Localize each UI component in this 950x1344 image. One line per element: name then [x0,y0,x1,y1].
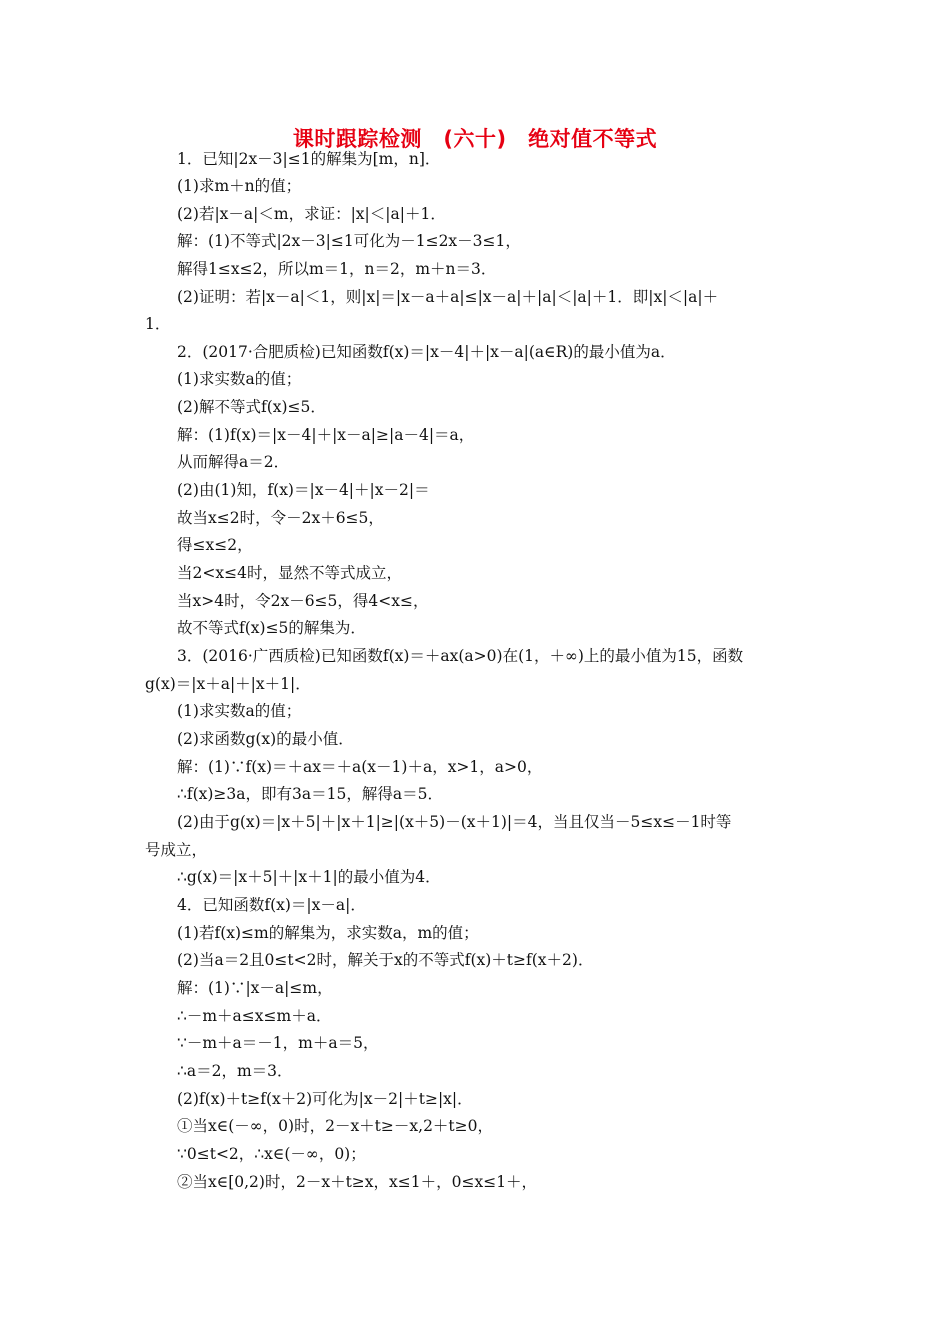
text-line: 当x>4时，令2x－6≤5，得4<x≤， [177,592,429,610]
text-line: ②当x∈[0,2)时，2－x＋t≥x，x≤1＋，0≤x≤1＋， [177,1173,538,1191]
text-line: 4．已知函数f(x)＝|x－a|． [177,896,366,914]
text-line: ∴g(x)＝|x＋5|＋|x＋1|的最小值为4． [177,868,441,886]
text-line: 3．(2016·广西质检)已知函数f(x)＝＋ax(a>0)在(1，＋∞)上的最小值为15，函数 [177,647,744,665]
text-line: (2)解不等式f(x)≤5． [177,398,326,416]
text-line: 故当x≤2时，令－2x＋6≤5， [177,509,384,527]
text-line: 号成立， [145,841,208,859]
text-line: 1． [145,315,171,333]
text-line: (2)若|x－a|＜m，求证：|x|＜|a|＋1． [177,205,446,223]
page-title: 课时跟踪检测 (六十) 绝对值不等式 [292,127,658,151]
text-line: 故不等式f(x)≤5的解集为． [177,619,366,637]
text-line: (1)求m＋n的值； [177,177,302,195]
text-line: 从而解得a＝2． [177,453,290,471]
text-line: 2．(2017·合肥质检)已知函数f(x)＝|x－4|＋|x－a|(a∈R)的最小值为a． [177,343,676,361]
text-line: 解：(1)不等式|2x－3|≤1可化为－1≤2x－3≤1， [177,232,521,250]
text-line: ∵－m＋a＝－1，m＋a＝5， [177,1034,379,1052]
text-line: ∴f(x)≥3a，即有3a＝15，解得a＝5． [177,785,443,803]
text-line: (2)证明：若|x－a|＜1，则|x|＝|x－a＋a|≤|x－a|＋|a|＜|a|＋1．即|x|＜|a|＋ [177,288,719,306]
text-line: (2)由于g(x)＝|x＋5|＋|x＋1|≥|(x＋5)－(x＋1)|＝4，当且仅当－5≤x≤－1时等 [177,813,732,831]
text-line: ∴－m＋a≤x≤m＋a． [177,1007,332,1025]
text-line: 当2<x≤4时，显然不等式成立， [177,564,402,582]
text-line: 得≤x≤2， [177,536,253,554]
text-line: ∴a＝2，m＝3． [177,1062,293,1080]
text-line: (2)当a＝2且0≤t<2时，解关于x的不等式f(x)＋t≥f(x＋2)． [177,951,594,969]
text-line: (1)求实数a的值； [177,702,302,720]
text-line: 1．已知|2x－3|≤1的解集为[m，n]． [177,150,441,168]
text-line: (1)求实数a的值； [177,370,302,388]
text-line: ∵0≤t<2，∴x∈(－∞，0)； [177,1145,366,1163]
text-line: g(x)＝|x＋a|＋|x＋1|． [145,675,311,693]
text-line: 解得1≤x≤2，所以m＝1，n＝2，m＋n＝3． [177,260,497,278]
text-line: ①当x∈(－∞，0)时，2－x＋t≥－x,2＋t≥0， [177,1117,494,1135]
text-line: (2)由(1)知，f(x)＝|x－4|＋|x－2|＝ [177,481,430,499]
text-line: (2)求函数g(x)的最小值． [177,730,354,748]
text-line: 解：(1)∵|x－a|≤m， [177,979,333,997]
text-line: 解：(1)f(x)＝|x－4|＋|x－a|≥|a－4|＝a， [177,426,475,444]
text-line: (2)f(x)＋t≥f(x＋2)可化为|x－2|＋t≥|x|． [177,1090,473,1108]
text-line: (1)若f(x)≤m的解集为，求实数a，m的值； [177,924,479,942]
text-line: 解：(1)∵f(x)＝＋ax＝＋a(x－1)＋a，x>1，a>0， [177,758,543,776]
